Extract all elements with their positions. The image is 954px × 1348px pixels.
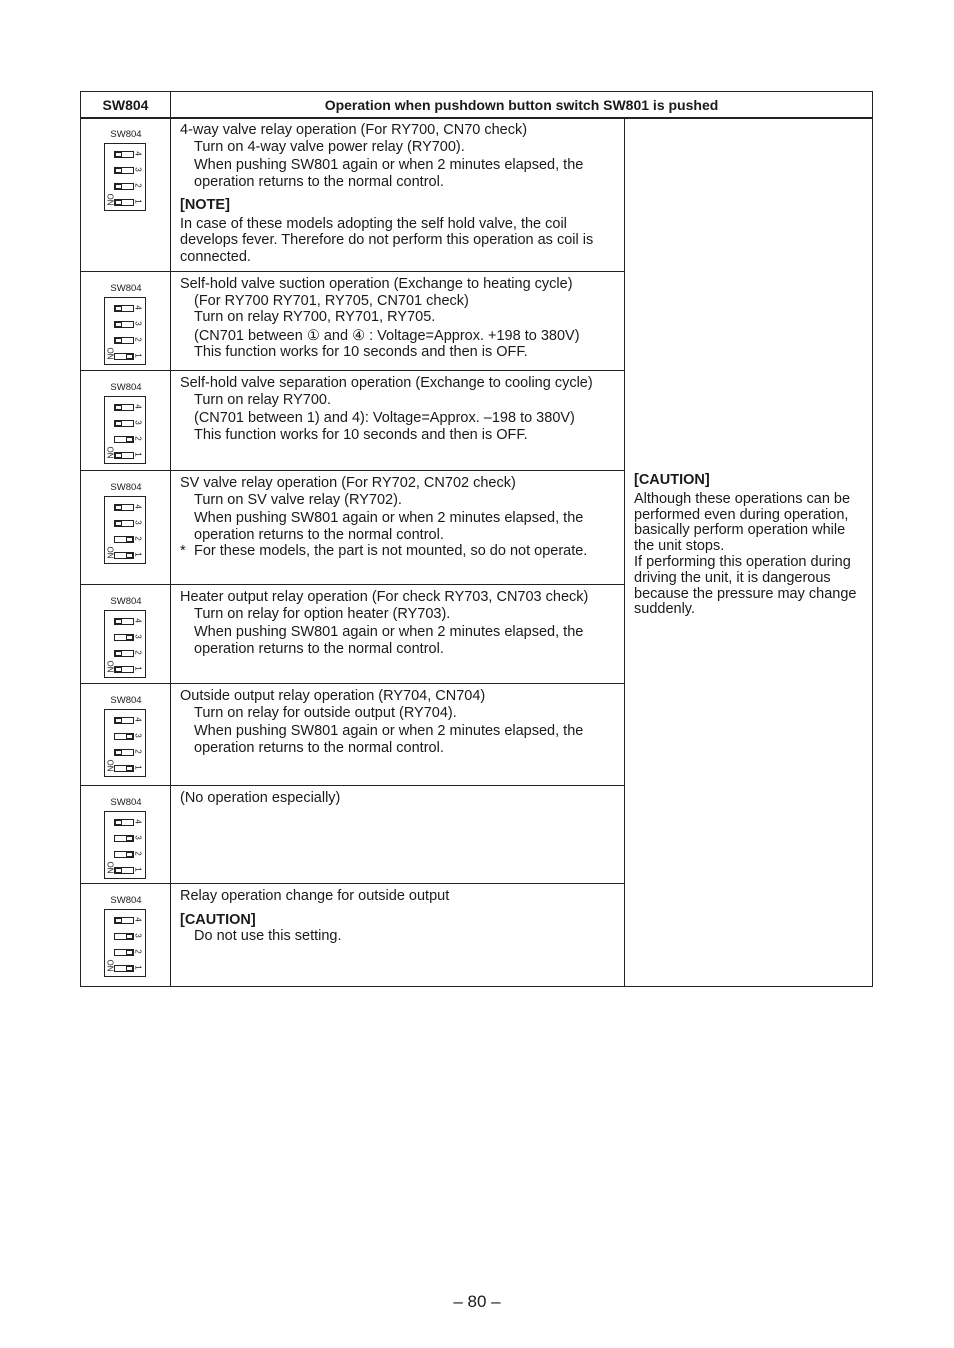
- dip-knob: [115, 918, 122, 923]
- dip-number: 1: [133, 765, 143, 770]
- dip-number: 2: [133, 436, 143, 441]
- dip-slot: [114, 452, 134, 459]
- operation-description: [180, 790, 619, 807]
- dip-number: 2: [133, 749, 143, 754]
- dip-slot: [114, 933, 134, 940]
- dip-knob: [115, 750, 122, 755]
- description-line: Do not use this setting.: [194, 928, 342, 944]
- dip-switch-cell: [81, 471, 171, 584]
- asterisk-note: [180, 543, 619, 560]
- dip-switch-icon: [104, 811, 146, 879]
- description-line: When pushing SW801 again or when 2 minutes elapsed, the operation returns to the normal control.: [194, 157, 584, 190]
- dip-slot: [114, 353, 134, 360]
- dip-knob: [115, 505, 122, 510]
- dip-slot: [114, 650, 134, 657]
- dip-knob: [126, 966, 133, 971]
- dip-number: 2: [133, 949, 143, 954]
- dip-slot: [114, 321, 134, 328]
- dip-number: 1: [133, 199, 143, 204]
- dip-slot: [114, 305, 134, 312]
- dip-knob: [126, 354, 133, 359]
- dip-number: 4: [133, 151, 143, 156]
- description-line: In case of these models adopting the self hold valve, the coil develops fever. Therefore do not perform this operation as coil is connected.: [180, 215, 594, 265]
- dip-knob: [115, 306, 122, 311]
- table-row: [81, 371, 625, 471]
- dip-knob: [126, 635, 133, 640]
- description-line: This function works for 10 seconds and then is OFF.: [194, 426, 528, 443]
- dip-knob: [115, 718, 122, 723]
- dip-knob: [126, 934, 133, 939]
- description-line: Turn on relay RY700.: [194, 391, 332, 408]
- table-row: [81, 884, 625, 987]
- dip-switch-icon: [104, 297, 146, 365]
- dip-number: 3: [133, 835, 143, 840]
- dip-number: 1: [133, 666, 143, 671]
- description-line: When pushing SW801 again or when 2 minutes elapsed, the operation returns to the normal control.: [194, 723, 584, 756]
- header-operation: Operation when pushdown button switch SW801 is pushed: [324, 96, 719, 113]
- dip-number: 3: [133, 733, 143, 738]
- dip-on-label: ON: [105, 660, 115, 673]
- dip-number: 2: [133, 536, 143, 541]
- description-line: This function works for 10 seconds and then is OFF.: [194, 344, 528, 360]
- table-row: [81, 272, 625, 371]
- dip-slot: [114, 749, 134, 756]
- table-row: [81, 585, 625, 684]
- dip-slot: [114, 183, 134, 190]
- dip-number: 1: [133, 965, 143, 970]
- dip-on-label: ON: [105, 347, 115, 360]
- dip-number: 4: [133, 717, 143, 722]
- dip-switch-cell: [81, 585, 171, 683]
- dip-switch-icon: [104, 709, 146, 777]
- dip-number: 2: [133, 851, 143, 856]
- dip-knob: [126, 950, 133, 955]
- dip-knob: [115, 168, 122, 173]
- dip-slot: [114, 666, 134, 673]
- dip-slot: [114, 835, 134, 842]
- dip-on-label: ON: [105, 546, 115, 559]
- dip-switch-cell: [81, 371, 171, 470]
- dip-slot: [114, 552, 134, 559]
- dip-slot: [114, 618, 134, 625]
- dip-switch-icon: [104, 396, 146, 464]
- dip-knob: [115, 184, 122, 189]
- dip-switch-cell: [81, 786, 171, 883]
- dip-knob: [115, 651, 122, 656]
- dip-on-label: ON: [105, 193, 115, 206]
- dip-number: 3: [133, 167, 143, 172]
- dip-number: 1: [133, 552, 143, 557]
- operation-description: [180, 475, 619, 560]
- dip-on-label: ON: [105, 759, 115, 772]
- dip-knob: [126, 766, 133, 771]
- dip-slot: [114, 765, 134, 772]
- dip-knob: [115, 820, 122, 825]
- dip-switch-label: SW804: [110, 695, 142, 706]
- description-line: (CN701 between 1) and 4): Voltage=Approx. –198 to 380V): [194, 410, 575, 426]
- dip-number: 4: [133, 504, 143, 509]
- dip-number: 1: [133, 452, 143, 457]
- dip-slot: [114, 867, 134, 874]
- description-line: Turn on SV valve relay (RY702).: [194, 491, 402, 508]
- dip-slot: [114, 819, 134, 826]
- dip-number: 4: [133, 305, 143, 310]
- description-line: Turn on 4-way valve power relay (RY700).: [194, 138, 465, 155]
- table-row: [81, 786, 625, 884]
- dip-knob: [115, 868, 122, 873]
- description-line: When pushing SW801 again or when 2 minutes elapsed, the operation returns to the normal control.: [194, 624, 584, 657]
- dip-number: 2: [133, 183, 143, 188]
- description-line: Turn on relay for outside output (RY704).: [194, 704, 457, 721]
- description-line: SV valve relay operation (For RY702, CN702 check): [180, 475, 516, 491]
- table-header: [81, 92, 872, 119]
- dip-number: 3: [133, 420, 143, 425]
- operation-description: [180, 688, 619, 756]
- dip-switch-label: SW804: [110, 283, 142, 294]
- dip-on-label: ON: [105, 446, 115, 459]
- dip-knob: [115, 619, 122, 624]
- dip-switch-label: SW804: [110, 482, 142, 493]
- caution-title: [CAUTION]: [634, 472, 710, 488]
- operation-description: [180, 122, 619, 265]
- dip-switch-label: SW804: [110, 382, 142, 393]
- dip-switch-cell: [81, 118, 171, 271]
- dip-knob: [126, 852, 133, 857]
- description-line: (No operation especially): [180, 790, 341, 806]
- dip-on-label: ON: [105, 861, 115, 874]
- caution-text-2: If performing this operation during driving the unit, it is dangerous because the pressure may change suddenly.: [634, 553, 857, 618]
- dip-slot: [114, 337, 134, 344]
- operation-table: [80, 91, 873, 987]
- description-line: Turn on relay RY700, RY701, RY705.: [194, 309, 436, 325]
- dip-slot: [114, 504, 134, 511]
- dip-slot: [114, 717, 134, 724]
- dip-slot: [114, 733, 134, 740]
- dip-slot: [114, 917, 134, 924]
- dip-number: 4: [133, 917, 143, 922]
- dip-switch-cell: [81, 884, 171, 987]
- note-heading: [NOTE]: [180, 197, 230, 213]
- dip-knob: [115, 200, 122, 205]
- dip-slot: [114, 167, 134, 174]
- dip-switch-icon: [104, 496, 146, 564]
- dip-knob: [115, 338, 122, 343]
- header-sw804: SW804: [81, 92, 171, 117]
- dip-number: 3: [133, 933, 143, 938]
- caution-text-1: Although these operations can be performed even during operation, basically perform operation while the unit stops.: [634, 490, 851, 555]
- dip-knob: [126, 537, 133, 542]
- dip-switch-icon: [104, 610, 146, 678]
- dip-knob: [115, 322, 122, 327]
- caution-note: [634, 473, 869, 618]
- dip-number: 4: [133, 819, 143, 824]
- asterisk-mark: *: [180, 543, 186, 559]
- dip-number: 4: [133, 404, 143, 409]
- dip-number: 2: [133, 650, 143, 655]
- operation-description: [180, 888, 619, 945]
- dip-slot: [114, 436, 134, 443]
- dip-slot: [114, 851, 134, 858]
- dip-knob: [115, 421, 122, 426]
- description-line: Outside output relay operation (RY704, CN704): [180, 688, 486, 704]
- note-heading: [CAUTION]: [180, 911, 256, 928]
- dip-knob: [126, 836, 133, 841]
- caution-column: [624, 118, 872, 986]
- operation-description: [180, 375, 619, 443]
- description-line: Self-hold valve separation operation (Exchange to cooling cycle): [180, 375, 593, 391]
- table-row: [81, 684, 625, 786]
- dip-number: 2: [133, 337, 143, 342]
- dip-number: 3: [133, 520, 143, 525]
- dip-number: 3: [133, 321, 143, 326]
- dip-knob: [115, 521, 122, 526]
- dip-slot: [114, 536, 134, 543]
- dip-number: 4: [133, 618, 143, 623]
- page-number: – 80 –: [453, 1292, 501, 1311]
- dip-on-label: ON: [105, 959, 115, 972]
- dip-knob: [126, 553, 133, 558]
- description-line: Relay operation change for outside output: [180, 888, 450, 904]
- dip-knob: [115, 453, 122, 458]
- dip-slot: [114, 151, 134, 158]
- description-line: Heater output relay operation (For check RY703, CN703 check): [180, 589, 589, 605]
- operation-description: [180, 589, 619, 657]
- description-line: Self-hold valve suction operation (Exchange to heating cycle): [180, 276, 573, 292]
- dip-knob: [115, 667, 122, 672]
- dip-switch-icon: [104, 143, 146, 211]
- dip-slot: [114, 420, 134, 427]
- dip-knob: [115, 152, 122, 157]
- dip-slot: [114, 965, 134, 972]
- dip-knob: [126, 734, 133, 739]
- operation-description: [180, 276, 619, 361]
- dip-slot: [114, 404, 134, 411]
- dip-switch-label: SW804: [110, 797, 142, 808]
- table-row: [81, 118, 625, 272]
- dip-knob: [115, 405, 122, 410]
- dip-switch-icon: [104, 909, 146, 977]
- dip-switch-cell: [81, 272, 171, 370]
- dip-number: 1: [133, 353, 143, 358]
- description-line: When pushing SW801 again or when 2 minutes elapsed, the operation returns to the normal control.: [194, 510, 584, 543]
- asterisk-note-text: For these models, the part is not mounted, so do not operate.: [194, 543, 588, 559]
- dip-number: 1: [133, 867, 143, 872]
- dip-switch-cell: [81, 684, 171, 785]
- dip-switch-label: SW804: [110, 129, 142, 140]
- description-line: (For RY700 RY701, RY705, CN701 check): [194, 292, 469, 309]
- dip-slot: [114, 199, 134, 206]
- description-line: 4-way valve relay operation (For RY700, CN70 check): [180, 122, 528, 138]
- dip-slot: [114, 634, 134, 641]
- dip-number: 3: [133, 634, 143, 639]
- dip-switch-label: SW804: [110, 895, 142, 906]
- description-line: Turn on relay for option heater (RY703).: [194, 605, 451, 622]
- dip-knob: [126, 437, 133, 442]
- dip-switch-label: SW804: [110, 596, 142, 607]
- table-row: [81, 471, 625, 585]
- dip-slot: [114, 520, 134, 527]
- dip-slot: [114, 949, 134, 956]
- description-line: (CN701 between ① and ④ : Voltage=Approx. +198 to 380V): [194, 327, 580, 344]
